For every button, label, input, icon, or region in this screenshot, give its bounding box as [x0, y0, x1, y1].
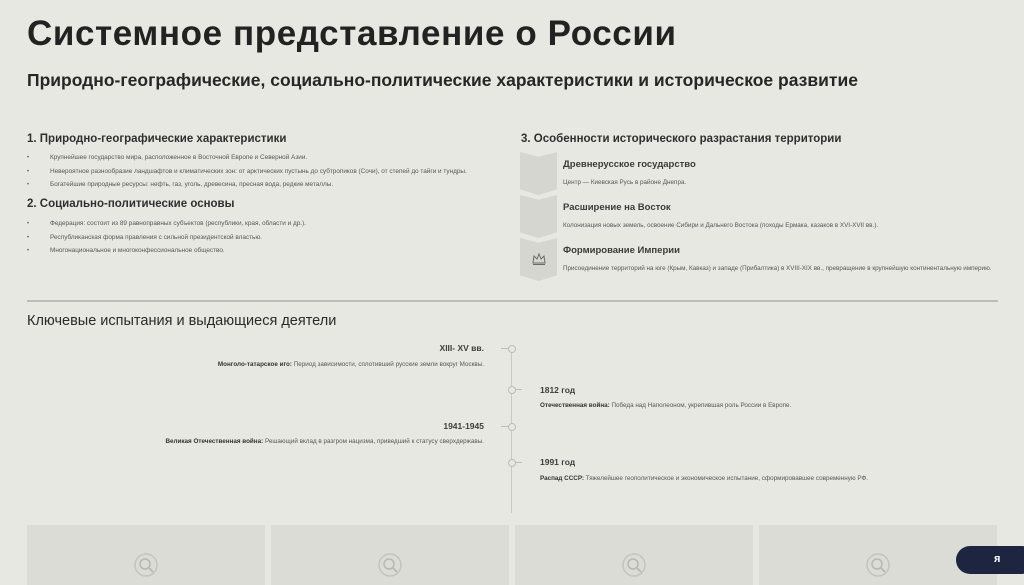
- chevron-shape: [520, 195, 557, 238]
- timeline-year: 1941-1945: [443, 421, 484, 431]
- list-item: • Крупнейшее государство мира, расположенное в Восточной Европе и Северной Азии.: [27, 154, 497, 168]
- step-desc: Центр — Киевская Русь в районе Днепра.: [563, 179, 687, 186]
- search-icon: [378, 553, 404, 579]
- timeline-desc: [540, 402, 791, 409]
- timeline-desc: [540, 475, 868, 482]
- timeline-label: Монголо-татарское иго:: [217, 361, 292, 368]
- step-desc: Колонизация новых земель, освоение Сибири и Дальнего Востока (походы Ермака, казаков в XVI-XVII вв.).: [563, 222, 879, 229]
- timeline-desc: [165, 438, 484, 445]
- timeline-dot: [508, 386, 516, 394]
- timeline-label: Отечественная война:: [540, 402, 610, 409]
- section-2-title: 2. Социально-политические основы: [27, 198, 235, 210]
- section-divider: [27, 300, 998, 302]
- corner-badge[interactable]: [956, 546, 1024, 574]
- list-item: • Многонациональное и многоконфессиональное общество.: [27, 247, 497, 261]
- search-icon: [622, 553, 648, 579]
- timeline-year: XIII- XV вв.: [439, 343, 484, 353]
- chevron-shape: [520, 152, 557, 195]
- timeline-year: 1991 год: [540, 457, 576, 467]
- timeline-text: Тяжелейшее геополитическое и экономическое испытание, сформировавшее современную РФ.: [585, 475, 869, 482]
- image-placeholder-card[interactable]: [271, 525, 509, 585]
- list-item: • Республиканская форма правления с сильной президентской властью.: [27, 234, 497, 248]
- search-icon: [134, 553, 160, 579]
- step-item: [520, 152, 1000, 195]
- crown-icon: [531, 252, 547, 266]
- timeline-dot: [508, 423, 516, 431]
- territory-steps: [520, 152, 1000, 281]
- step-item: [520, 238, 1000, 281]
- image-placeholder-card[interactable]: [27, 525, 265, 585]
- page-title: Системное представление о России: [27, 14, 677, 53]
- step-title: Древнерусское государство: [563, 159, 696, 170]
- step-title: Формирование Империи: [563, 245, 680, 256]
- page-subtitle: Природно-географические, социально-политические характеристики и историческое развитие: [27, 70, 858, 90]
- image-placeholder-card[interactable]: [515, 525, 753, 585]
- timeline-dot: [508, 459, 516, 467]
- section-3-title: 3. Особенности исторического разрастания территории: [521, 133, 842, 145]
- timeline-title: Ключевые испытания и выдающиеся деятели: [27, 313, 337, 329]
- timeline-desc: [218, 361, 484, 368]
- section-1-list: [27, 154, 497, 195]
- timeline-text: Решающий вклад в разгром нацизма, приведший к статусу сверхдержавы.: [264, 438, 484, 445]
- timeline-label: Великая Отечественная война:: [165, 438, 264, 445]
- step-title: Расширение на Восток: [563, 202, 671, 213]
- timeline-text: Победа над Наполеоном, укрепившая роль России в Европе.: [611, 402, 792, 409]
- step-desc: Присоединение территорий на юге (Крым, Кавказ) и западе (Прибалтика) в XVIII-XIX вв., превращение в крупнейшую континентальную империю.: [563, 265, 992, 272]
- section-1-title: 1. Природно-географические характеристики: [27, 133, 287, 145]
- timeline-year: 1812 год: [540, 385, 576, 395]
- list-item: • Федерация: состоит из 89 равноправных субъектов (республики, края, области и др.).: [27, 220, 497, 234]
- search-icon: [866, 553, 892, 579]
- list-item: • Богатейшие природные ресурсы: нефть, газ, уголь, древесина, пресная вода, редкие металлы.: [27, 181, 497, 195]
- badge-label: я: [994, 553, 1001, 565]
- timeline-text: Период зависимости, сплотивший русские земли вокруг Москвы.: [293, 361, 484, 368]
- timeline-label: Распад СССР:: [540, 475, 585, 482]
- list-item: • Невероятное разнообразие ландшафтов и климатических зон: от арктических пустынь до субтропиков (Сочи), от степей до тайги и тундры.: [27, 168, 497, 182]
- step-item: [520, 195, 1000, 238]
- section-2-list: [27, 220, 497, 261]
- timeline-dot: [508, 345, 516, 353]
